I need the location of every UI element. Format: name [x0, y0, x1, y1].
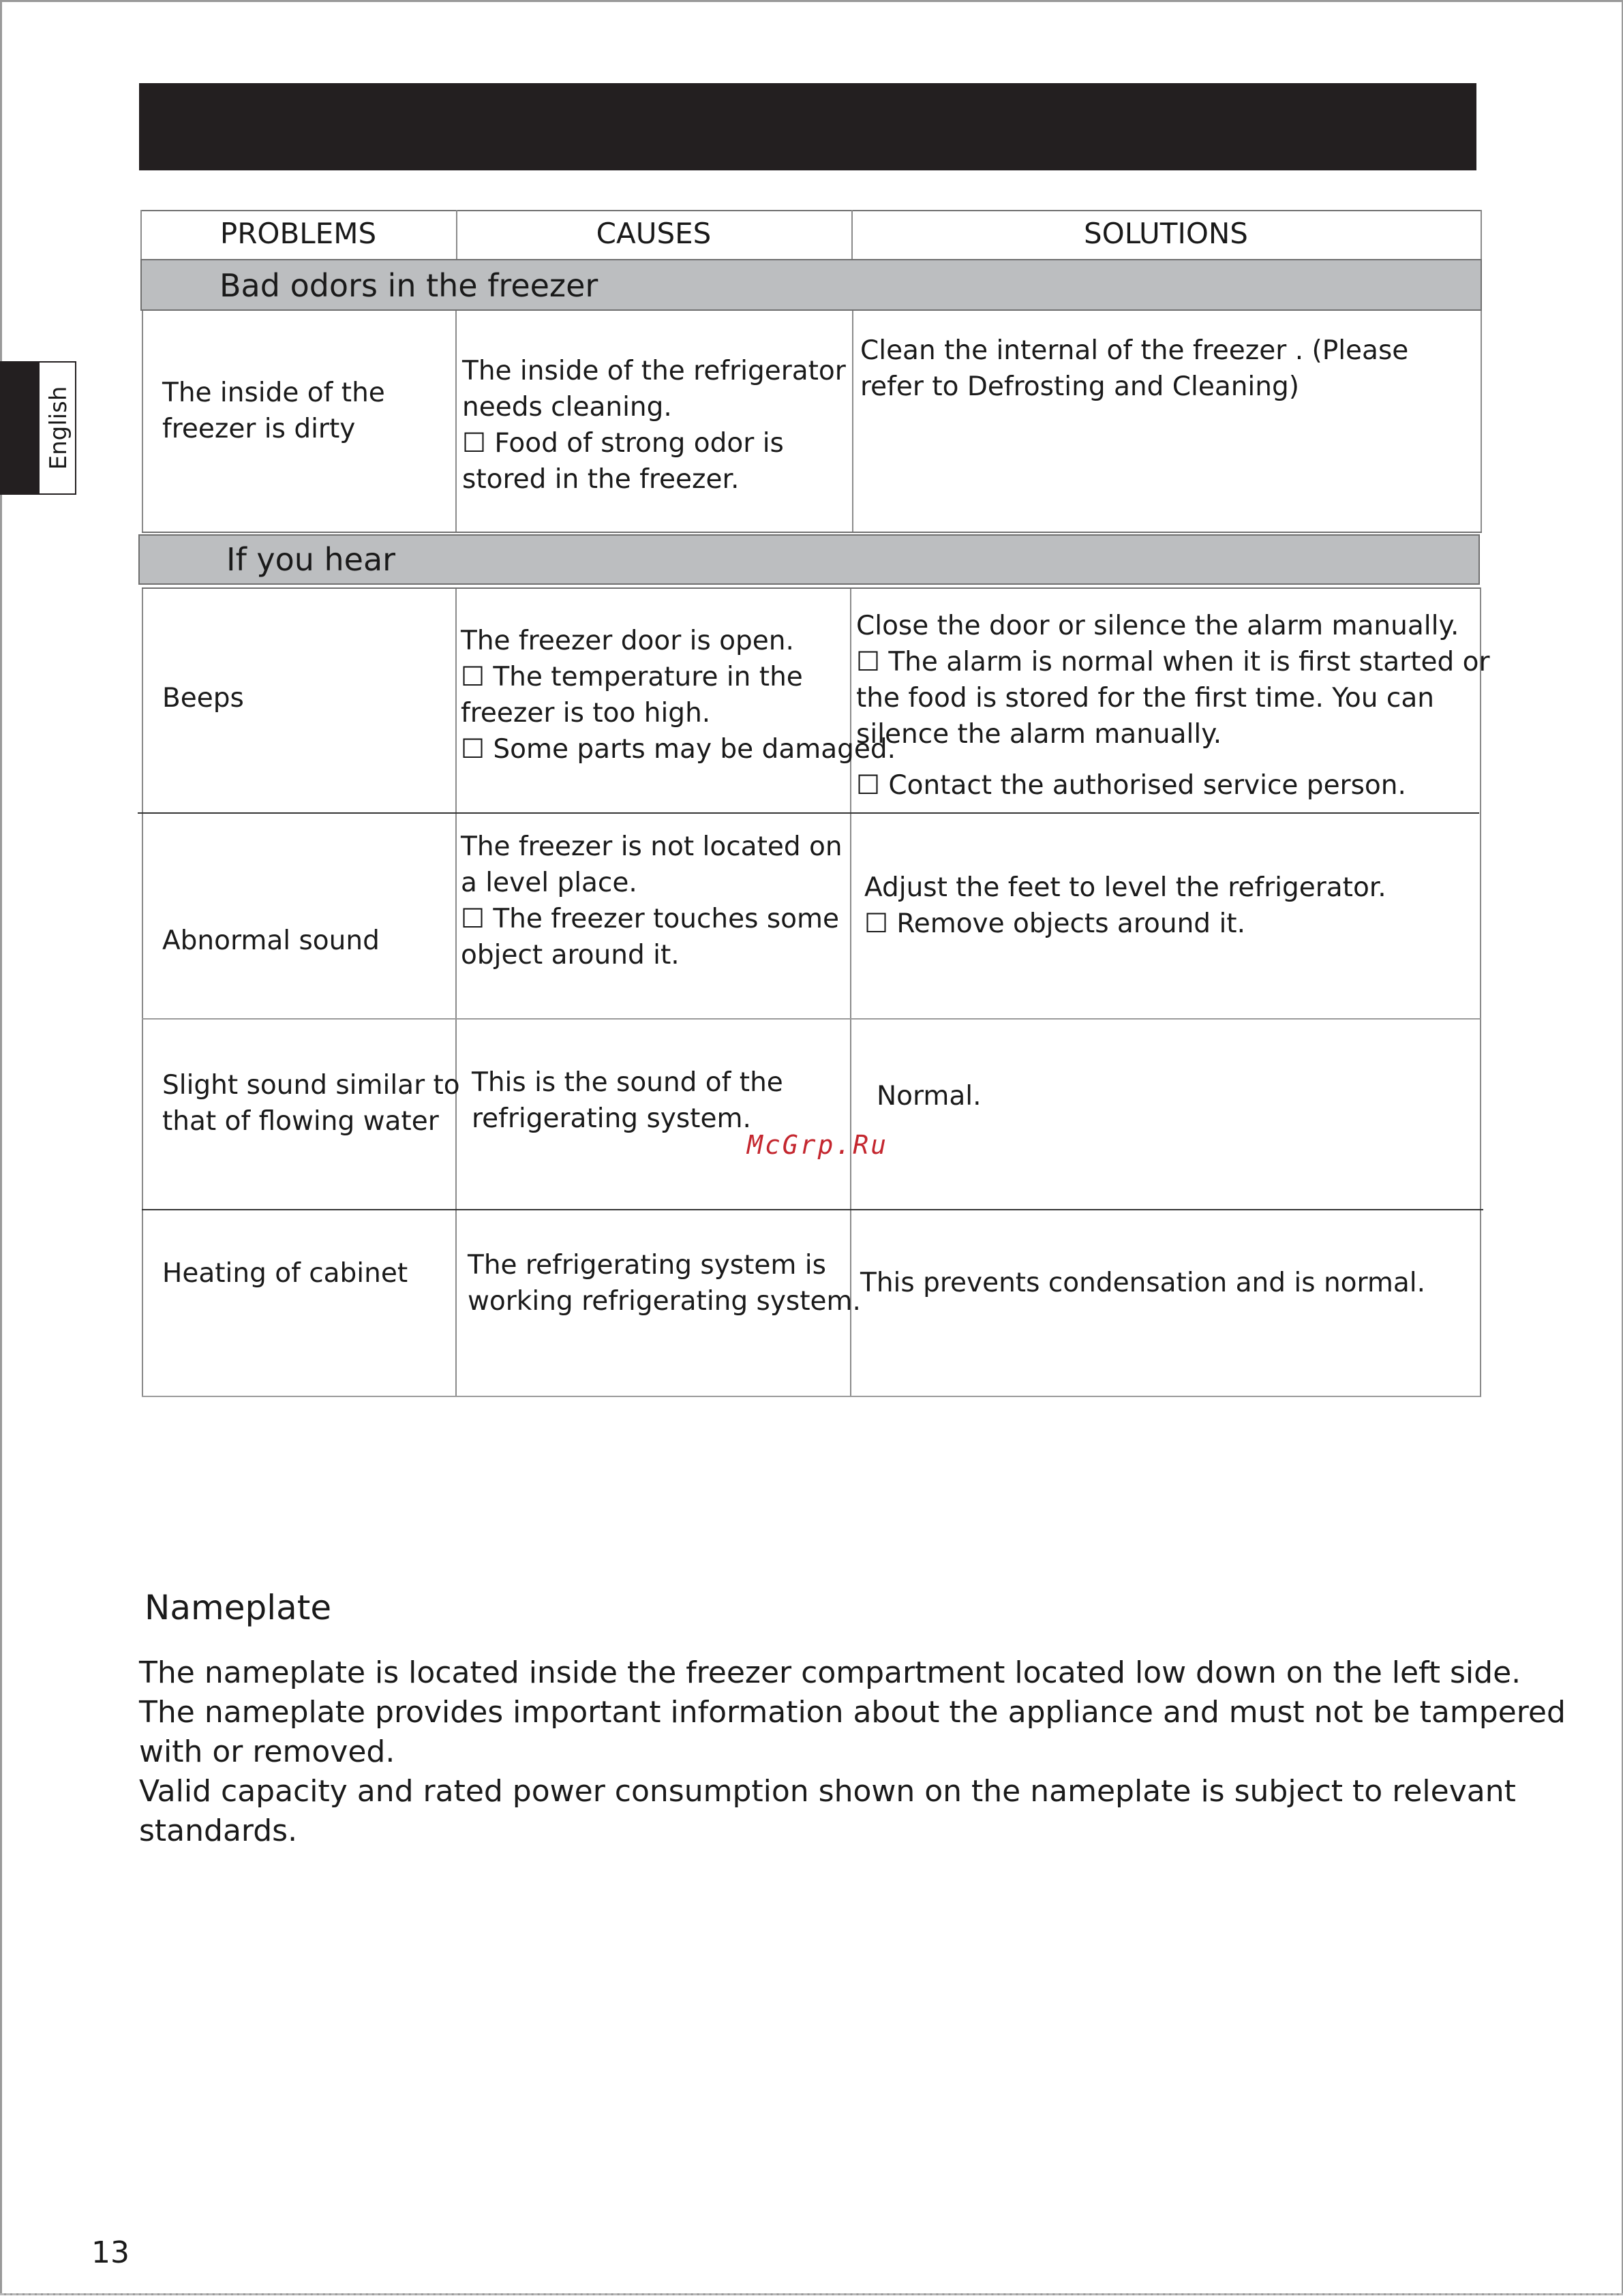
cell-line: Beeps	[162, 683, 244, 714]
problem-beeps	[162, 680, 244, 716]
cell-line: ☐ Food of strong odor is	[462, 428, 784, 459]
column-header-solutions: SOLUTIONS	[1084, 217, 1248, 250]
table-border-top	[140, 210, 1482, 211]
cell-line: that of flowing water	[162, 1106, 439, 1137]
section-title-odors: Bad odors in the freezer	[219, 267, 598, 304]
nameplate-heading: Nameplate	[145, 1588, 332, 1627]
causes-abnormal-sound	[461, 829, 843, 973]
cell-line: the food is stored for the first time. You can	[856, 683, 1434, 714]
cell-line: This prevents condensation and is normal.	[860, 1268, 1425, 1298]
row-divider	[138, 812, 1479, 814]
row-divider	[142, 1018, 1481, 1020]
page-edge	[0, 2291, 1623, 2295]
cell-line: Slight sound similar to	[162, 1070, 460, 1101]
cell-line: The freezer is not located on	[461, 831, 843, 862]
page-number: 13	[91, 2235, 130, 2270]
header-bar	[139, 83, 1476, 170]
row-divider	[142, 1209, 1483, 1210]
cell-line: Clean the internal of the freezer . (Please	[860, 335, 1409, 366]
section-title-sounds: If you hear	[226, 541, 396, 578]
sounds-divider-1	[455, 587, 457, 1397]
cell-line: object around it.	[461, 940, 680, 970]
cell-line: freezer is too high.	[461, 698, 711, 729]
cell-line: This is the sound of the	[472, 1067, 783, 1098]
cell-line: The freezer door is open.	[461, 626, 794, 656]
cell-line: freezer is dirty	[162, 414, 356, 444]
solutions-dirty-inside	[860, 333, 1408, 405]
causes-heating	[468, 1247, 861, 1319]
cell-line: a level place.	[461, 868, 637, 898]
nameplate-line: Valid capacity and rated power consumption shown on the nameplate is subject to relevant	[139, 1774, 1516, 1809]
header-border-right	[1481, 210, 1482, 259]
causes-beeps	[461, 623, 896, 767]
column-header-causes: CAUSES	[596, 217, 712, 250]
solutions-abnormal-sound	[864, 870, 1386, 942]
problem-dirty-inside	[162, 375, 385, 447]
cell-line: Normal.	[877, 1081, 982, 1112]
column-header-problems: PROBLEMS	[219, 217, 377, 250]
cell-line: refrigerating system.	[472, 1103, 751, 1134]
cell-line: stored in the freezer.	[462, 464, 740, 495]
language-label: English	[45, 386, 72, 470]
nameplate-line: standards.	[139, 1813, 298, 1848]
problem-heating	[162, 1255, 408, 1291]
solutions-flowing-water	[877, 1078, 982, 1114]
odors-divider-2	[852, 311, 853, 533]
odors-border-bottom	[142, 532, 1482, 533]
table-border-bottom	[142, 1396, 1481, 1397]
cell-line: ☐ The temperature in the	[461, 662, 803, 692]
sounds-border-left	[142, 587, 143, 1397]
cell-line: refer to Defrosting and Cleaning)	[860, 371, 1299, 402]
nameplate-text	[139, 1653, 1566, 1851]
solutions-heating	[860, 1265, 1425, 1301]
cell-line: The inside of the refrigerator	[462, 356, 846, 386]
cell-line: Heating of cabinet	[162, 1258, 408, 1289]
sounds-border-top	[142, 587, 1481, 589]
language-tab-marker	[0, 361, 40, 495]
problem-abnormal-sound	[162, 923, 380, 959]
causes-dirty-inside	[462, 353, 846, 498]
nameplate-line: The nameplate is located inside the freezer compartment located low down on the left side.	[139, 1655, 1521, 1690]
cell-line: silence the alarm manually.	[856, 719, 1222, 750]
cell-line: ☐ Some parts may be damaged.	[461, 734, 896, 765]
cell-line: ☐ Remove objects around it.	[864, 908, 1245, 939]
cell-line: ☐ The freezer touches some	[461, 904, 839, 934]
causes-flowing-water	[472, 1065, 783, 1137]
cell-line: Abnormal sound	[162, 925, 380, 956]
odors-border-left	[142, 311, 143, 533]
cell-line: The refrigerating system is	[468, 1250, 826, 1281]
odors-divider-1	[455, 311, 457, 533]
odors-border-right	[1481, 311, 1482, 533]
cell-line: ☐ Contact the authorised service person.	[856, 770, 1406, 801]
cell-line: working refrigerating system.	[468, 1286, 861, 1317]
solutions-beeps	[856, 608, 1490, 803]
cell-line: Close the door or silence the alarm manually.	[856, 611, 1459, 641]
watermark: McGrp.Ru	[747, 1130, 889, 1160]
cell-line: The inside of the	[162, 378, 385, 408]
problem-flowing-water	[162, 1067, 460, 1139]
nameplate-line: The nameplate provides important information about the appliance and must not be tampered	[139, 1695, 1566, 1730]
cell-line: needs cleaning.	[462, 392, 672, 423]
nameplate-line: with or removed.	[139, 1734, 395, 1769]
cell-line: ☐ The alarm is normal when it is first started or	[856, 647, 1490, 677]
cell-line: Adjust the feet to level the refrigerator.	[864, 872, 1386, 903]
